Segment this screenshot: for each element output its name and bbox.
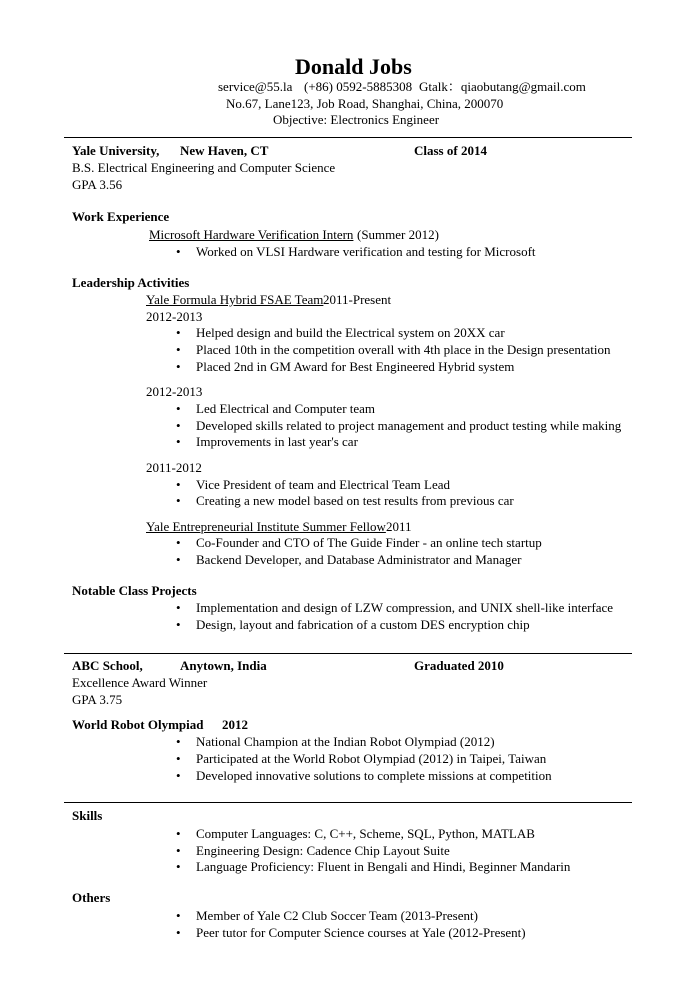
- section-heading-others: Others: [72, 890, 111, 905]
- award: Excellence Award Winner: [72, 675, 208, 690]
- bullet: •: [176, 751, 181, 766]
- bullet: •: [176, 401, 181, 416]
- leadership-item: Developed skills related to project management and product testing while making: [196, 418, 622, 433]
- school-name: ABC School,: [72, 658, 143, 673]
- bullet: •: [176, 600, 181, 615]
- graduation-year: Graduated 2010: [414, 658, 504, 673]
- bullet: •: [176, 617, 181, 632]
- contact-address: No.67, Lane123, Job Road, Shanghai, China, 200070: [226, 96, 504, 111]
- objective: Objective: Electronics Engineer: [273, 112, 440, 127]
- olympiad-item: National Champion at the Indian Robot Olympiad (2012): [196, 734, 495, 749]
- leadership-year: 2011-2012: [146, 460, 202, 475]
- bullet: •: [176, 493, 181, 508]
- others-item: Peer tutor for Computer Science courses at Yale (2012-Present): [196, 925, 526, 940]
- bullet: •: [176, 342, 181, 357]
- section-divider: [64, 137, 632, 138]
- school-location: Anytown, India: [180, 658, 267, 673]
- work-item: Worked on VLSI Hardware verification and testing for Microsoft: [196, 244, 536, 259]
- skill-item: Language Proficiency: Fluent in Bengali and Hindi, Beginner Mandarin: [196, 859, 571, 874]
- leadership-item: Placed 10th in the competition overall with 4th place in the Design presentation: [196, 342, 611, 357]
- section-divider: [64, 802, 632, 803]
- leadership-team: Yale Formula Hybrid FSAE Team: [146, 292, 324, 307]
- degree: B.S. Electrical Engineering and Computer Science: [72, 160, 336, 175]
- section-divider: [64, 653, 632, 654]
- fellowship-title: Yale Entrepreneurial Institute Summer Fellow: [146, 519, 386, 534]
- contact-email: service@55.la: [218, 79, 293, 94]
- leadership-year: 2012-2013: [146, 384, 203, 399]
- leadership-item: Vice President of team and Electrical Team Lead: [196, 477, 450, 492]
- class-year: Class of 2014: [414, 143, 487, 158]
- school-location: New Haven, CT: [180, 143, 269, 158]
- olympiad-year: 2012: [222, 717, 248, 732]
- olympiad-item: Participated at the World Robot Olympiad (2012) in Taipei, Taiwan: [196, 751, 547, 766]
- leadership-team-dates: 2011-Present: [323, 292, 392, 307]
- fellowship-item: Backend Developer, and Database Administrator and Manager: [196, 552, 522, 567]
- project-item: Design, layout and fabrication of a custom DES encryption chip: [196, 617, 530, 632]
- bullet: •: [176, 843, 181, 858]
- section-heading-projects: Notable Class Projects: [72, 583, 197, 598]
- bullet: •: [176, 477, 181, 492]
- leadership-item: Creating a new model based on test results from previous car: [196, 493, 514, 508]
- bullet: •: [176, 244, 181, 259]
- bullet: •: [176, 826, 181, 841]
- section-heading-skills: Skills: [72, 808, 103, 823]
- section-heading-olympiad: World Robot Olympiad: [72, 717, 204, 732]
- leadership-item: Placed 2nd in GM Award for Best Engineered Hybrid system: [196, 359, 515, 374]
- bullet: •: [176, 734, 181, 749]
- work-dates: (Summer 2012): [357, 227, 439, 242]
- fellowship-item: Co-Founder and CTO of The Guide Finder - an online tech startup: [196, 535, 542, 550]
- section-heading-leadership: Leadership Activities: [72, 275, 190, 290]
- bullet: •: [176, 552, 181, 567]
- bullet: •: [176, 925, 181, 940]
- work-role: Microsoft Hardware Verification Intern: [149, 227, 354, 242]
- bullet: •: [176, 859, 181, 874]
- leadership-item: Improvements in last year's car: [196, 434, 358, 449]
- olympiad-item: Developed innovative solutions to complete missions at competition: [196, 768, 552, 783]
- contact-gtalk: Gtalk：qiaobutang@gmail.com: [419, 79, 586, 94]
- section-heading-work: Work Experience: [72, 209, 170, 224]
- fellowship-year: 2011: [386, 519, 412, 534]
- leadership-item: Helped design and build the Electrical system on 20XX car: [196, 325, 505, 340]
- gpa: GPA 3.56: [72, 177, 123, 192]
- gpa: GPA 3.75: [72, 692, 123, 707]
- leadership-item: Led Electrical and Computer team: [196, 401, 376, 416]
- others-item: Member of Yale C2 Club Soccer Team (2013-Present): [196, 908, 478, 923]
- project-item: Implementation and design of LZW compression, and UNIX shell-like interface: [196, 600, 614, 615]
- leadership-year: 2012-2013: [146, 309, 203, 324]
- bullet: •: [176, 908, 181, 923]
- bullet: •: [176, 325, 181, 340]
- skill-item: Engineering Design: Cadence Chip Layout Suite: [196, 843, 450, 858]
- bullet: •: [176, 359, 181, 374]
- bullet: •: [176, 434, 181, 449]
- skill-item: Computer Languages: C, C++, Scheme, SQL, Python, MATLAB: [196, 826, 535, 841]
- contact-phone: (+86) 0592-5885308: [304, 79, 413, 94]
- candidate-name: Donald Jobs: [295, 54, 412, 79]
- bullet: •: [176, 418, 181, 433]
- bullet: •: [176, 535, 181, 550]
- school-name: Yale University,: [72, 143, 160, 158]
- bullet: •: [176, 768, 181, 783]
